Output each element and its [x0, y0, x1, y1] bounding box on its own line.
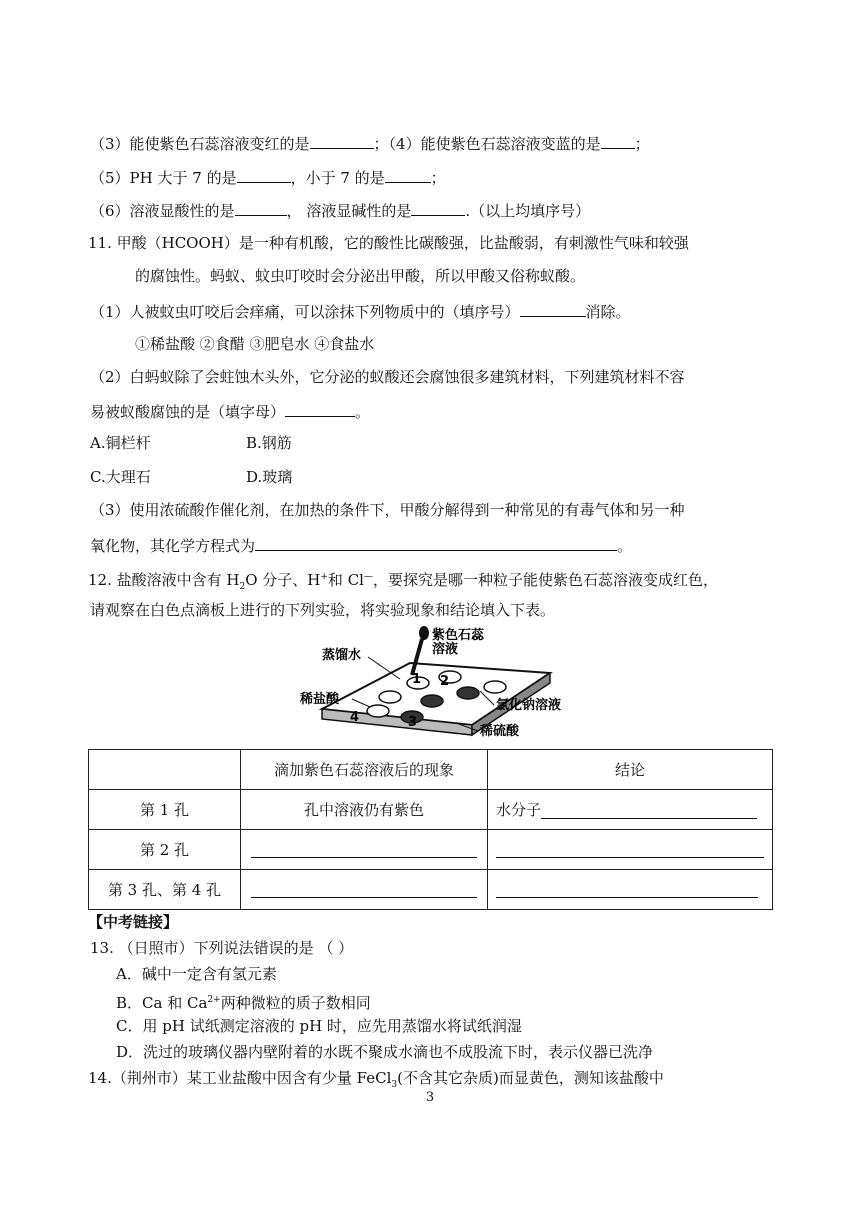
answer-blank[interactable]	[601, 132, 635, 149]
answer-blank[interactable]	[285, 400, 355, 417]
q11-part2-b	[90, 400, 370, 422]
answer-blank[interactable]	[251, 843, 477, 858]
punct: ；	[430, 169, 446, 187]
table-row	[89, 870, 773, 910]
q13-stem: 13. （日照市）下列说法错误的是 （ ）	[90, 939, 354, 957]
table-cell	[488, 870, 773, 910]
well	[367, 705, 389, 717]
well-number-2: 2	[440, 674, 450, 689]
q12-line-2: 请观察在白色点滴板上进行的下列实验，将实验现象和结论填入下表。	[90, 601, 556, 619]
q11-part1-text-b: 消除。	[585, 303, 631, 321]
q11-part3-text: 氧化物，其化学方程式为	[90, 537, 256, 555]
q10-part6-text: （6）溶液显酸性的是	[90, 202, 235, 220]
q14-text-a: 14.（荆州市）某工业盐酸中因含有少量 FeCl	[88, 1069, 392, 1087]
table-cell	[241, 830, 488, 870]
q11-intro-2: 的腐蚀性。蚂蚁、蚊虫叮咬时会分泌出甲酸，所以甲酸又俗称蚁酸。	[135, 267, 586, 285]
subscript: 2	[239, 582, 246, 592]
answer-blank[interactable]	[235, 199, 287, 216]
q11-option-a: A.铜栏杆	[90, 434, 151, 452]
label-hcl: 稀盐酸	[300, 692, 340, 707]
well	[421, 695, 443, 707]
q12-text-d: ，要探究是哪一种粒子能使紫色石蕊溶液变成红色，	[372, 571, 718, 589]
q11-part1-options: ①稀盐酸 ②食醋 ③肥皂水 ④食盐水	[135, 335, 375, 353]
well	[484, 681, 506, 693]
q10-part4-text: ；（4）能使紫色石蕊溶液变蓝的是	[373, 135, 601, 153]
table-header-row	[89, 750, 773, 790]
table-header-cell: 滴加紫色石蕊溶液后的现象	[241, 750, 488, 790]
dropper-bulb	[419, 626, 429, 640]
experiment-table	[88, 749, 773, 910]
table-header-cell	[89, 750, 241, 790]
q12-text-a: 12. 盐酸溶液中含有 H	[88, 571, 240, 589]
q11-part2-a: （2）白蚂蚁除了会蛀蚀木头外，它分泌的蚁酸还会腐蚀很多建筑材料，下列建筑材料不容	[90, 368, 685, 386]
table-cell: 孔中溶液仍有紫色	[241, 790, 488, 830]
q12-text-b: O 分子、H	[245, 571, 321, 589]
punct: 。	[617, 537, 633, 555]
label-nacl: 氯化钠溶液	[496, 698, 562, 713]
q13-option-b-text-2: 两种微粒的质子数相同	[220, 994, 371, 1012]
q13-option-b-text: B．Ca 和 Ca	[116, 994, 208, 1012]
q13-option-b	[116, 990, 371, 1013]
q10-part3-text: （3）能使紫色石蕊溶液变红的是	[90, 135, 310, 153]
q12-line-1	[88, 567, 718, 597]
q10-part5-text-b: ，小于 7 的是	[290, 169, 385, 187]
table-row	[89, 790, 773, 830]
table-cell: 第 3 孔、第 4 孔	[89, 870, 241, 910]
answer-blank[interactable]	[496, 843, 764, 858]
well-number-1: 1	[412, 672, 422, 687]
q10-line-5	[90, 166, 446, 188]
q12-text-c: 和 Cl	[327, 571, 364, 589]
conclusion-prefix: 水分子	[496, 801, 542, 819]
answer-blank[interactable]	[251, 883, 477, 898]
well	[379, 691, 401, 703]
answer-blank[interactable]	[411, 199, 465, 216]
answer-blank[interactable]	[496, 883, 758, 898]
well-number-4: 4	[350, 710, 360, 725]
superscript: 2+	[207, 995, 221, 1005]
q11-part1	[90, 300, 631, 322]
table-cell: 第 2 孔	[89, 830, 241, 870]
q10-part6-text-b: ， 溶液显碱性的是	[286, 202, 412, 220]
q13-option-a: A．碱中一定含有氢元素	[116, 965, 277, 983]
answer-blank[interactable]	[237, 166, 291, 183]
superscript: —	[363, 572, 373, 582]
label-litmus-1: 紫色石蕊	[432, 628, 485, 643]
well-number-3: 3	[408, 715, 418, 730]
q11-part3-a: （3）使用浓硫酸作催化剂，在加热的条件下，甲酸分解得到一种常见的有毒气体和另一种	[90, 501, 685, 519]
q11-part2-text: 易被蚁酸腐蚀的是（填字母）	[90, 403, 286, 421]
q11-part3-b	[90, 534, 632, 556]
label-water: 蒸馏水	[322, 648, 362, 663]
well	[457, 687, 479, 699]
answer-blank[interactable]	[520, 300, 586, 317]
table-cell: 第 1 孔	[89, 790, 241, 830]
answer-blank[interactable]	[310, 132, 374, 149]
section-title: 【中考链接】	[88, 913, 179, 931]
spot-plate-diagram	[300, 625, 620, 743]
table-cell	[241, 870, 488, 910]
q11-intro-1: 11. 甲酸（HCOOH）是一种有机酸，它的酸性比碳酸强，比盐酸弱，有刺激性气味和较强	[88, 234, 689, 252]
page-number: 3	[425, 1090, 435, 1105]
q13-option-d: D．洗过的玻璃仪器内壁附着的水既不聚成水滴也不成股流下时，表示仪器已洗净	[116, 1043, 654, 1061]
label-h2so4: 稀硫酸	[480, 724, 520, 739]
q11-part1-text: （1）人被蚊虫叮咬后会痒痛，可以涂抹下列物质中的（填序号）	[90, 303, 520, 321]
punct: ；	[634, 135, 650, 153]
answer-blank[interactable]	[385, 166, 431, 183]
superscript: +	[320, 572, 328, 582]
q13-option-c: C．用 pH 试纸测定溶液的 pH 时，应先用蒸馏水将试纸润湿	[116, 1017, 522, 1035]
punct: 。	[355, 403, 371, 421]
q11-option-d: D.玻璃	[246, 468, 293, 486]
table-row	[89, 830, 773, 870]
table-header-cell: 结论	[488, 750, 773, 790]
table-cell	[488, 790, 773, 830]
q10-line-3-4	[90, 132, 650, 154]
table-cell	[488, 830, 773, 870]
q11-option-c: C.大理石	[90, 468, 151, 486]
q10-line-6	[90, 199, 590, 221]
subscript: 3	[391, 1080, 398, 1090]
q14-text-b: (不含其它杂质)而显黄色，测知该盐酸中	[397, 1069, 664, 1087]
q10-part5-text: （5）PH 大于 7 的是	[90, 169, 237, 187]
label-litmus-2: 溶液	[432, 642, 459, 657]
q10-part6-note: .（以上均填序号）	[465, 202, 591, 220]
q11-option-b: B.钢筋	[246, 434, 292, 452]
answer-blank[interactable]	[541, 804, 757, 819]
answer-blank[interactable]	[255, 534, 617, 551]
